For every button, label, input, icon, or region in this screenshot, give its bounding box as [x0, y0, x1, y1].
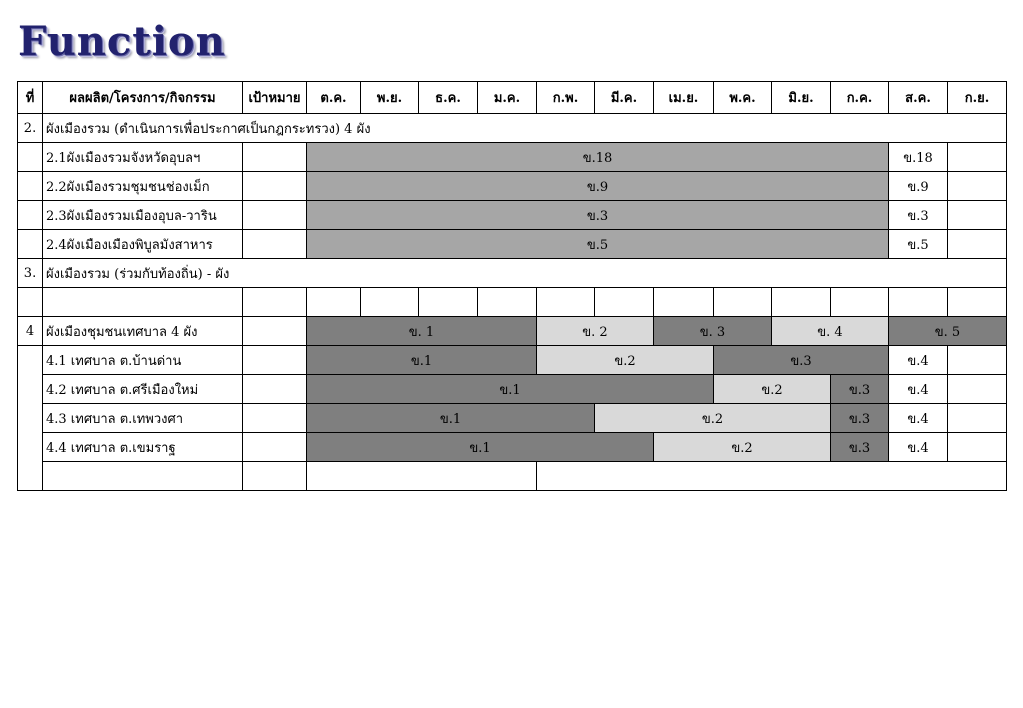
header-no: ที่ — [18, 82, 43, 114]
phase-bar-1: ข. 1 — [307, 317, 537, 346]
phase-bar-1: ข.1 — [307, 375, 714, 404]
phase-bar-2: ข.2 — [714, 375, 831, 404]
target-cell — [243, 230, 307, 259]
sep-cell — [948, 346, 1007, 375]
item-label: 2.2ผังเมืองรวมชุมชนช่องเม็ก — [43, 172, 243, 201]
aug-cell: ข.3 — [889, 201, 948, 230]
sep-cell — [948, 375, 1007, 404]
aug-cell: ข.18 — [889, 143, 948, 172]
aug-cell: ข.4 — [889, 375, 948, 404]
header-month-jun: มิ.ย. — [772, 82, 831, 114]
phase-bar-3: ข.3 — [831, 375, 889, 404]
sep-cell — [948, 404, 1007, 433]
phase-bar-1: ข.1 — [307, 404, 595, 433]
number-cell — [18, 230, 43, 259]
schedule-bar: ข.5 — [307, 230, 889, 259]
sep-cell — [948, 433, 1007, 462]
sep-cell — [948, 201, 1007, 230]
header-month-aug: ส.ค. — [889, 82, 948, 114]
page-title: Function — [18, 18, 226, 65]
phase-bar-3: ข.3 — [831, 433, 889, 462]
header-month-sep: ก.ย. — [948, 82, 1007, 114]
phase-bar-5: ข. 5 — [889, 317, 1007, 346]
item-label: 4.4 เทศบาล ต.เขมราฐ — [43, 433, 243, 462]
target-cell — [243, 404, 307, 433]
header-month-may: พ.ค. — [714, 82, 772, 114]
aug-cell: ข.4 — [889, 433, 948, 462]
table-row — [18, 143, 1007, 172]
section-row — [18, 317, 1007, 346]
item-label: 4.3 เทศบาล ต.เทพวงศา — [43, 404, 243, 433]
table-row — [18, 230, 1007, 259]
item-label: 4.2 เทศบาล ต.ศรีเมืองใหม่ — [43, 375, 243, 404]
aug-cell: ข.9 — [889, 172, 948, 201]
sep-cell — [948, 230, 1007, 259]
number-cell — [18, 143, 43, 172]
header-month-jul: ก.ค. — [831, 82, 889, 114]
phase-bar-2: ข.2 — [537, 346, 714, 375]
phase-bar-3: ข.3 — [714, 346, 889, 375]
item-label: 2.3ผังเมืองรวมเมืองอุบล-วาริน — [43, 201, 243, 230]
section-row — [18, 259, 1007, 288]
table-row — [18, 201, 1007, 230]
schedule-bar: ข.3 — [307, 201, 889, 230]
section-title: ผังเมืองรวม (ร่วมกับท้องถิ่น) - ผัง — [43, 259, 1007, 288]
header-month-dec: ธ.ค. — [419, 82, 478, 114]
section-number: 3. — [18, 259, 43, 288]
phase-bar-3: ข.3 — [831, 404, 889, 433]
schedule-bar: ข.18 — [307, 143, 889, 172]
table-row — [18, 346, 1007, 375]
table-row — [18, 375, 1007, 404]
item-label: 4.1 เทศบาล ต.บ้านด่าน — [43, 346, 243, 375]
empty-row — [18, 462, 1007, 491]
target-cell — [243, 375, 307, 404]
number-cell — [18, 346, 43, 491]
aug-cell: ข.5 — [889, 230, 948, 259]
target-cell — [243, 317, 307, 346]
target-cell — [243, 201, 307, 230]
phase-bar-1: ข.1 — [307, 346, 537, 375]
item-label: 2.4ผังเมืองเมืองพิบูลมังสาหาร — [43, 230, 243, 259]
phase-bar-4: ข. 4 — [772, 317, 889, 346]
header-target: เป้าหมาย — [243, 82, 307, 114]
section-row — [18, 114, 1007, 143]
header-item: ผลผลิต/โครงการ/กิจกรรม — [43, 82, 243, 114]
target-cell — [243, 346, 307, 375]
phase-bar-2: ข.2 — [654, 433, 831, 462]
schedule-table — [17, 81, 1007, 491]
header-month-apr: เม.ย. — [654, 82, 714, 114]
table-row — [18, 433, 1007, 462]
table-row — [18, 172, 1007, 201]
empty-row — [18, 288, 1007, 317]
phase-bar-3: ข. 3 — [654, 317, 772, 346]
target-cell — [243, 433, 307, 462]
number-cell — [18, 201, 43, 230]
section-number: 4 — [18, 317, 43, 346]
item-label: 2.1ผังเมืองรวมจังหวัดอุบลฯ — [43, 143, 243, 172]
section-title: ผังเมืองรวม (ดำเนินการเพื่อประกาศเป็นกฎกระทรวง) 4 ผัง — [43, 114, 1007, 143]
header-month-jan: ม.ค. — [478, 82, 537, 114]
header-month-oct: ต.ค. — [307, 82, 361, 114]
header-month-feb: ก.พ. — [537, 82, 595, 114]
phase-bar-1: ข.1 — [307, 433, 654, 462]
section-title: ผังเมืองชุมชนเทศบาล 4 ผัง — [43, 317, 243, 346]
target-cell — [243, 143, 307, 172]
target-cell — [243, 172, 307, 201]
number-cell — [18, 172, 43, 201]
aug-cell: ข.4 — [889, 404, 948, 433]
sep-cell — [948, 143, 1007, 172]
aug-cell: ข.4 — [889, 346, 948, 375]
table-row — [18, 404, 1007, 433]
schedule-bar: ข.9 — [307, 172, 889, 201]
header-row — [18, 82, 1007, 114]
header-month-nov: พ.ย. — [361, 82, 419, 114]
phase-bar-2: ข.2 — [595, 404, 831, 433]
section-number: 2. — [18, 114, 43, 143]
header-month-mar: มี.ค. — [595, 82, 654, 114]
sep-cell — [948, 172, 1007, 201]
phase-bar-2: ข. 2 — [537, 317, 654, 346]
